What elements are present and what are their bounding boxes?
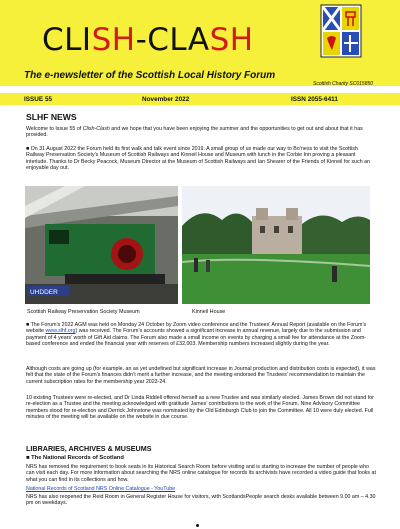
reid-room-paragraph: NRS has also reopened the Reid Room in General Register House for visitors, with ScotlandsPeople search desks available between 9.00 am – 4.30 pm on weekdays. xyxy=(26,494,376,507)
photo-caption-railway: Scottish Railway Preservation Society Museum xyxy=(27,309,140,315)
masthead-banner xyxy=(0,0,400,86)
section-heading-news: SLHF NEWS xyxy=(26,112,77,122)
section-heading-libraries: LIBRARIES, ARCHIVES & MUSEUMS xyxy=(26,444,152,453)
agm-paragraph: ■ The Forum’s 2022 AGM was held on Monday 24 October by Zoom video conference and the Trustees’ Annual Report (available on the Forum’s website www.slhf.org) was received. The Forum’s accounts showed a significant increase in annual revenue, largely due to the submission and payment of 4 years’ worth of Gift Aid claims. The Forum also made a small income on events by charging a small fee for attendance at the Zoom-based conference and ended the financial year with reserves of £32,003. Membership numbers increased slightly during the year. xyxy=(26,322,367,347)
forum-website-link[interactable]: www.slhf.org xyxy=(45,328,76,335)
sub-heading-nrs: ■ The National Records of Scotland xyxy=(26,455,124,461)
trustees-paragraph: 10 existing Trustees were re-elected, and Dr Linda Riddell offered herself as a new Trustee and was similarly elected. James Brown did not stand for re-election as a Trustee and the meeting acknowledged with gratitude James’ contributions to the work of the Forum. Nine Advisory Committee members stood for re-election and Derrick Johnstone was nominated by the Old Edinburgh Club to join the Committee. All 10 were duly elected. Full minutes of the meeting will be available on the website in due course. xyxy=(26,395,374,420)
railway-museum-photo xyxy=(25,186,178,304)
nrs-paragraph: NRS has removed the requirement to book seats in its Historical Search Room before visiting and is starting to increase the number of people who can visit each day. For more information about searching the NRS online catalogue for records its archivists have recorded a video guide that looks at what you can find in its collections and how. xyxy=(26,464,376,483)
welcome-paragraph: Welcome to Issue 55 of Clish-Clash and we hope that you have been enjoying the summer and the opportunities to get out and about that it has provided. xyxy=(26,126,363,139)
kinneil-house-photo xyxy=(182,186,370,304)
visit-paragraph: ■ On 31 August 2022 the Forum held its first walk and talk event since 2019. A small group of us made our way to Bo’ness to visit the Scottish Railway Preservation Society’s Museum of Scottish Railways and Kinneil House and Museum with lunch in the Corbie Inn proving a pleasant interlude. Thanks to Dr Becky Peacock, Museum Director at the Museum of Scottish Railways and Ian Shearer of the Friends of Kinneil for such an enjoyable day out. xyxy=(26,146,371,171)
charity-number: Scottish Charity SC015850 xyxy=(313,81,374,87)
locomotive-sign: UHDDER xyxy=(30,289,58,296)
issn: ISSN 2055-6411 xyxy=(291,95,338,103)
newsletter-logo: CLISH-CLASH xyxy=(42,22,254,58)
scottish-crest-icon xyxy=(320,4,362,58)
photo-caption-kinneil: Kinneil House xyxy=(192,309,226,315)
page-marker xyxy=(196,524,199,527)
issue-number: ISSUE 55 xyxy=(24,95,53,103)
newsletter-tagline: The e-newsletter of the Scottish Local History Forum xyxy=(24,70,276,81)
issue-bar xyxy=(0,93,400,105)
nrs-catalogue-video-link[interactable]: National Records of Scotland NRS Online Catalogue - YouTube xyxy=(26,486,176,492)
issue-date: November 2022 xyxy=(142,95,190,103)
costs-paragraph: Although costs are going up (for example, an as yet undefined but significant increase in Journal production and distribution costs is expected), it was felt that the state of the Forum’s finances didn’t merit a further increase, and the meeting endorsed the Trustees’ recommendation to maintain the current subscription rates for the membership year 2023-24. xyxy=(26,366,376,385)
